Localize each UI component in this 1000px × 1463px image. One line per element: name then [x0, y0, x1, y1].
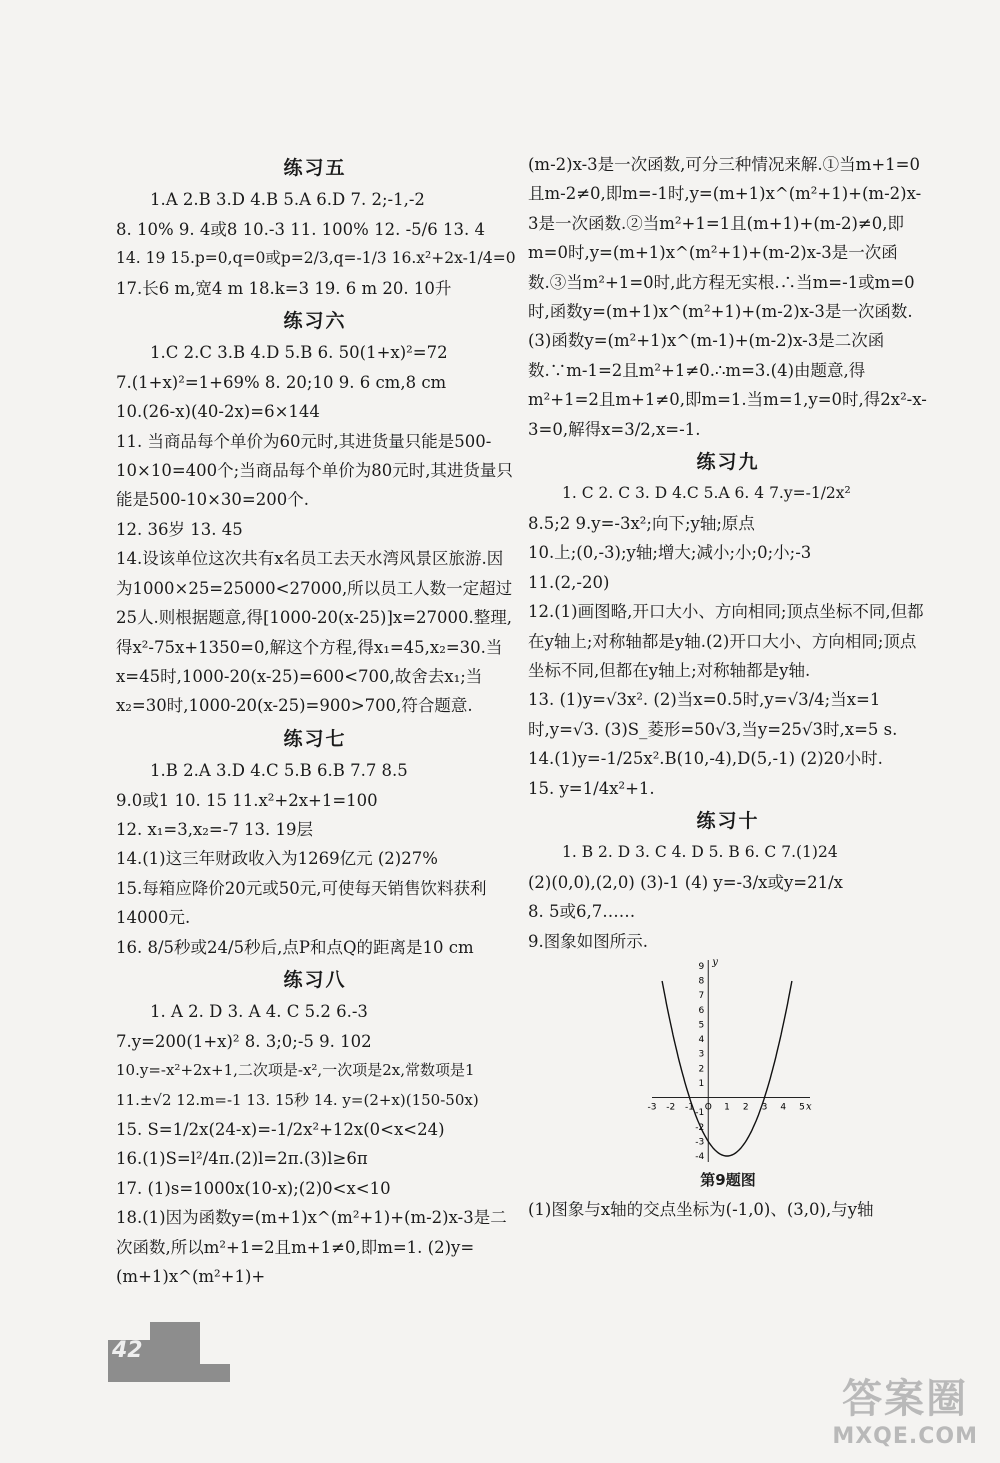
x-tick-label: O: [704, 1102, 712, 1113]
ex6-line: 14.设该单位这次共有x名员工去天水湾风景区旅游.因为1000×25=25000<27000,所以员工人数一定超过25人.则根据题意,得[1000-20(x-25)]x=27000.整理,得x²-75x+1350=0,解这个方程,得x₁=45,x₂=30.当x=45时,1000-20(x-25)=600<700,故舍去x₁;当x₂=30时,1000-20(x-25)=900>700,符合题意.: [116, 549, 513, 716]
x-tick-label: 2: [742, 1102, 749, 1113]
x-tick-label: -3: [647, 1102, 657, 1113]
parabola-series-line: [662, 981, 792, 1156]
ex7-line: 9.0或1 10. 15 11.x²+2x+1=100: [116, 790, 378, 810]
parabola-chart: [638, 956, 818, 1166]
ex9-line: 8.5;2 9.y=-3x²;向下;y轴;原点: [528, 513, 755, 533]
y-tick-label: 5: [698, 1020, 705, 1031]
ex10-line: 9.图象如图所示.: [528, 931, 648, 951]
heading-ex6: 练习六: [283, 310, 347, 333]
y-tick-label: 2: [698, 1064, 705, 1075]
ex9-line: 1. C 2. C 3. D 4.C 5.A 6. 4 7.y=-1/2x²: [562, 484, 851, 503]
ex5-line: 14. 19 15.p=0,q=0或p=2/3,q=-1/3 16.x²+2x-1/4=0: [116, 249, 516, 268]
x-tick-label: -2: [666, 1102, 676, 1113]
heading-ex7: 练习七: [283, 727, 347, 750]
heading-ex8: 练习八: [283, 968, 347, 991]
ex6-line: 1.C 2.C 3.B 4.D 5.B 6. 50(1+x)²=72: [150, 343, 448, 363]
y-tick-label: -1: [695, 1108, 705, 1119]
y-tick-label: -2: [695, 1122, 705, 1133]
page-number: 42: [112, 1338, 143, 1363]
heading-ex9: 练习九: [696, 451, 760, 474]
ex10-line: 8. 5或6,7……: [528, 902, 636, 922]
ex9-line: 14.(1)y=-1/25x².B(10,-4),D(5,-1) (2)20小时.: [528, 749, 883, 769]
ex10-after: (1)图象与x轴的交点坐标为(-1,0)、(3,0),与y轴: [528, 1200, 874, 1220]
y-tick-label: 8: [698, 976, 705, 987]
ex10-line: (2)(0,0),(2,0) (3)-1 (4) y=-3/x或y=21/x: [528, 872, 843, 892]
x-tick-label: 1: [724, 1102, 730, 1113]
y-tick-label: -4: [695, 1151, 705, 1162]
ex6-line: 7.(1+x)²=1+69% 8. 20;10 9. 6 cm,8 cm: [116, 372, 447, 392]
figure-caption: 第9题图: [700, 1170, 756, 1189]
x-tick-label: -1: [685, 1102, 694, 1113]
ex6-line: 10.(26-x)(40-2x)=6×144: [116, 402, 320, 422]
ex8-continuation: (m-2)x-3是一次函数,可分三种情况来解.①当m+1=0且m-2≠0,即m=-1时,y=(m+1)x^(m²+1)+(m-2)x-3是一次函数.②当m²+1=1且(m+1)+(m-2)≠0,即m=0时,y=(m+1)x^(m²+1)+(m-2)x-3是一次函数.③当m²+1=0时,此方程无实根.∴当m=-1或m=0时,函数y=(m+1)x^(m²+1)+(m-2)x-3是一次函数. (3)函数y=(m²+1)x^(m-1)+(m-2)x-3是二次函数.∵m-1=2且m²+1≠0.∴m=3.(4)由题意,得m²+1=2且m+1≠0,即m=1.当m=1,y=0时,得2x²-x-3=0,解得x=3/2,x=-1.: [528, 155, 927, 439]
ex5-line: 1.A 2.B 3.D 4.B 5.A 6.D 7. 2;-1,-2: [150, 190, 425, 210]
watermark-logo: 答案圈 MXQE.COM: [832, 1376, 978, 1449]
ex7-line: 12. x₁=3,x₂=-7 13. 19层: [116, 819, 314, 839]
ex8-line: 17. (1)s=1000x(10-x);(2)0<x<10: [116, 1178, 391, 1198]
x-tick-label: 5: [799, 1102, 805, 1113]
x-axis-label: x: [806, 1101, 812, 1113]
y-tick-label: 4: [698, 1035, 705, 1046]
ex8-line: 10.y=-x²+2x+1,二次项是-x²,一次项是2x,常数项是1: [116, 1061, 475, 1080]
y-tick-label: 7: [698, 991, 705, 1002]
y-tick-label: 1: [698, 1078, 705, 1089]
ex9-line: 10.上;(0,-3);y轴;增大;减小;小;0;小;-3: [528, 543, 812, 563]
ex7-line: 14.(1)这三年财政收入为1269亿元 (2)27%: [116, 849, 438, 869]
ex5-line: 17.长6 m,宽4 m 18.k=3 19. 6 m 20. 10升: [116, 278, 452, 298]
ex6-line: 11. 当商品每个单价为60元时,其进货量只能是500-10×10=400个;当商品每个单价为80元时,其进货量只能是500-10×30=200个.: [116, 431, 513, 510]
ex9-line: 13. (1)y=√3x². (2)当x=0.5时,y=√3/4;当x=1时,y=√3. (3)S_菱形=50√3,当y=25√3时,x=5 s.: [528, 690, 898, 739]
ex9-line: 15. y=1/4x²+1.: [528, 778, 655, 798]
right-column: [528, 150, 928, 1225]
y-axis-label: y: [712, 956, 718, 968]
ex8-line: 15. S=1/2x(24-x)=-1/2x²+12x(0<x<24): [116, 1120, 445, 1139]
x-tick-label: 3: [761, 1102, 768, 1113]
y-tick-label: 9: [698, 961, 705, 972]
ex8-line: 16.(1)S=l²/4π.(2)l=2π.(3)l≥6π: [116, 1149, 368, 1169]
ex8-line: 7.y=200(1+x)² 8. 3;0;-5 9. 102: [116, 1031, 372, 1051]
heading-ex5: 练习五: [283, 157, 347, 179]
ex7-line: 1.B 2.A 3.D 4.C 5.B 6.B 7.7 8.5: [150, 761, 408, 781]
ex7-line: 15.每箱应降价20元或50元,可使每天销售饮料获利14000元.: [116, 878, 487, 928]
ex7-line: 16. 8/5秒或24/5秒后,点P和点Q的距离是10 cm: [116, 937, 474, 957]
y-tick-label: 6: [698, 1005, 705, 1016]
ex10-line: 1. B 2. D 3. C 4. D 5. B 6. C 7.(1)24: [562, 843, 838, 862]
x-tick-label: 4: [780, 1102, 787, 1113]
y-tick-label: -3: [695, 1137, 705, 1148]
ex8-line: 11.±√2 12.m=-1 13. 15秒 14. y=(2+x)(150-50x): [116, 1090, 479, 1109]
parabola-figure: [528, 956, 928, 1166]
left-column: [116, 150, 514, 1291]
heading-ex10: 练习十: [696, 809, 760, 832]
ex6-line: 12. 36岁 13. 45: [116, 519, 243, 539]
ex9-line: 12.(1)画图略,开口大小、方向相同;顶点坐标不同,但都在y轴上;对称轴都是y轴.(2)开口大小、方向相同;顶点坐标不同,但都在y轴上;对称轴都是y轴.: [528, 602, 924, 680]
y-tick-label: 3: [698, 1049, 705, 1060]
ex8-line: 18.(1)因为函数y=(m+1)x^(m²+1)+(m-2)x-3是二次函数,所以m²+1=2且m+1≠0,即m=1. (2)y=(m+1)x^(m²+1)+: [116, 1208, 507, 1287]
ex5-line: 8. 10% 9. 4或8 10.-3 11. 100% 12. -5/6 13. 4: [116, 219, 485, 239]
ex8-line: 1. A 2. D 3. A 4. C 5.2 6.-3: [150, 1002, 368, 1022]
ex9-line: 11.(2,-20): [528, 572, 610, 592]
